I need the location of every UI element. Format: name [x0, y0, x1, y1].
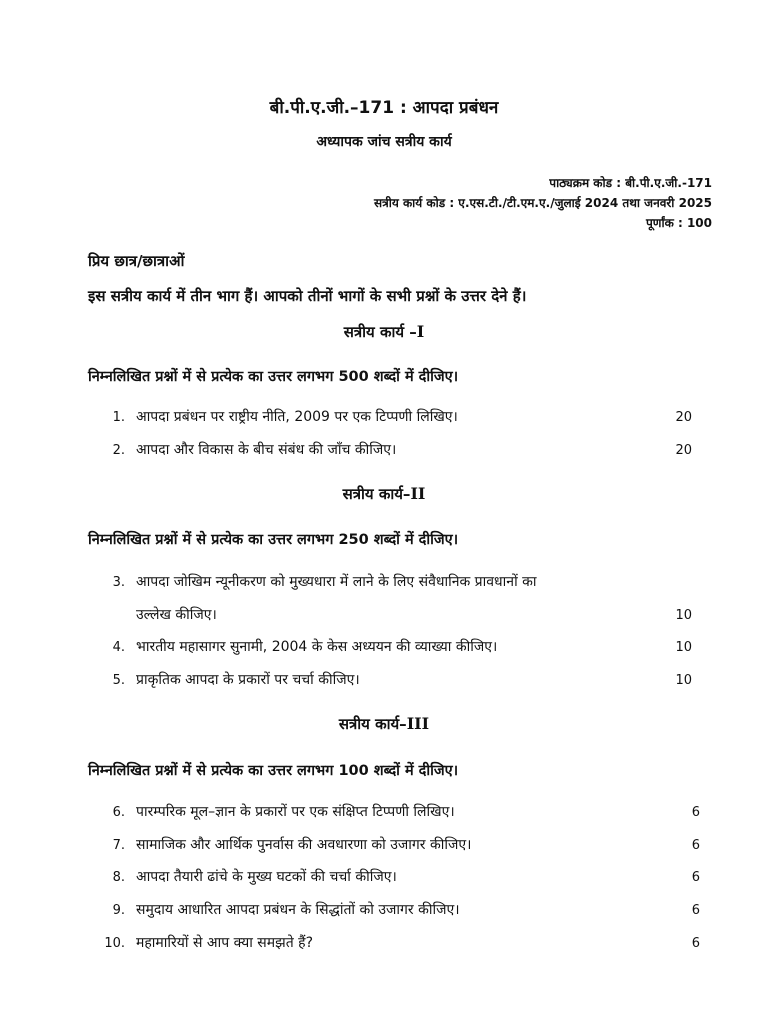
question-text: आपदा प्रबंधन पर राष्ट्रीय नीति, 2009 पर एक टिप्पणी लिखिए।	[136, 409, 458, 425]
question-marks: 10	[675, 608, 692, 623]
section-heading-roman: II	[410, 484, 426, 503]
general-instruction: इस सत्रीय कार्य में तीन भाग हैं। आपको तीनों भागों के सभी प्रश्नों के उत्तर देने हैं।	[88, 287, 527, 305]
greeting: प्रिय छात्र/छात्राओं	[88, 252, 185, 270]
section-direction: निम्नलिखित प्रश्नों में से प्रत्येक का उत्तर लगभग 250 शब्दों में दीजिए।	[88, 532, 459, 548]
section-heading-3	[0, 714, 768, 734]
question-marks: 6	[691, 805, 700, 820]
question-number: 4.	[112, 640, 125, 655]
question-number: 10.	[104, 936, 125, 951]
section-direction: निम्नलिखित प्रश्नों में से प्रत्येक का उत्तर लगभग 100 शब्दों में दीजिए।	[88, 763, 459, 779]
section-heading-1	[0, 322, 768, 342]
document-title: बी.पी.ए.जी.–171 : आपदा प्रबंधन	[269, 98, 499, 118]
question-text-continued: उल्लेख कीजिए।	[136, 607, 217, 623]
section-heading-text: सत्रीय कार्य–	[342, 485, 411, 503]
question-number: 1.	[112, 410, 125, 425]
question-text: पारम्परिक मूल–ज्ञान के प्रकारों पर एक संक्षिप्त टिप्पणी लिखिए।	[136, 804, 455, 820]
question-text: आपदा और विकास के बीच संबंध की जाँच कीजिए।	[136, 442, 397, 458]
question-text: भारतीय महासागर सुनामी, 2004 के केस अध्ययन की व्याख्या कीजिए।	[136, 639, 498, 655]
section-heading-roman: I	[416, 322, 425, 341]
question-text: आपदा जोखिम न्यूनीकरण को मुख्यधारा में लाने के लिए संवैधानिक प्रावधानों का	[136, 574, 537, 590]
question-text: आपदा तैयारी ढांचे के मुख्य घटकों की चर्चा कीजिए।	[136, 869, 397, 885]
question-marks: 6	[691, 936, 700, 951]
question-number: 2.	[112, 443, 125, 458]
question-number: 9.	[112, 903, 125, 918]
section-heading-2	[0, 484, 768, 504]
question-text: प्राकृतिक आपदा के प्रकारों पर चर्चा कीजिए।	[136, 672, 360, 688]
section-heading-roman: III	[406, 714, 430, 733]
question-text: सामाजिक और आर्थिक पुनर्वास की अवधारणा को उजागर कीजिए।	[136, 837, 472, 853]
document-subtitle: अध्यापक जांच सत्रीय कार्य	[316, 134, 452, 150]
question-marks: 6	[691, 870, 700, 885]
question-marks: 6	[691, 903, 700, 918]
question-number: 3.	[112, 575, 125, 590]
assignment-code: सत्रीय कार्य कोड : ए.एस.टी./टी.एम.ए./जुलाई 2024 तथा जनवरी 2025	[373, 196, 712, 210]
question-marks: 10	[675, 640, 692, 655]
question-text: समुदाय आधारित आपदा प्रबंधन के सिद्धांतों को उजागर कीजिए।	[136, 902, 460, 918]
question-marks: 20	[675, 443, 692, 458]
course-code: पाठ्यक्रम कोड : बी.पी.ए.जी.-171	[549, 176, 712, 190]
section-heading-text: सत्रीय कार्य –	[343, 323, 417, 341]
question-number: 7.	[112, 838, 125, 853]
question-text: महामारियों से आप क्या समझते हैं?	[136, 935, 314, 951]
question-number: 5.	[112, 673, 125, 688]
question-marks: 20	[675, 410, 692, 425]
max-marks: पूर्णांक : 100	[645, 216, 712, 230]
question-number: 8.	[112, 870, 125, 885]
question-marks: 10	[675, 673, 692, 688]
section-direction: निम्नलिखित प्रश्नों में से प्रत्येक का उत्तर लगभग 500 शब्दों में दीजिए।	[88, 369, 459, 385]
question-number: 6.	[112, 805, 125, 820]
question-marks: 6	[691, 838, 700, 853]
section-heading-text: सत्रीय कार्य–	[338, 715, 407, 733]
